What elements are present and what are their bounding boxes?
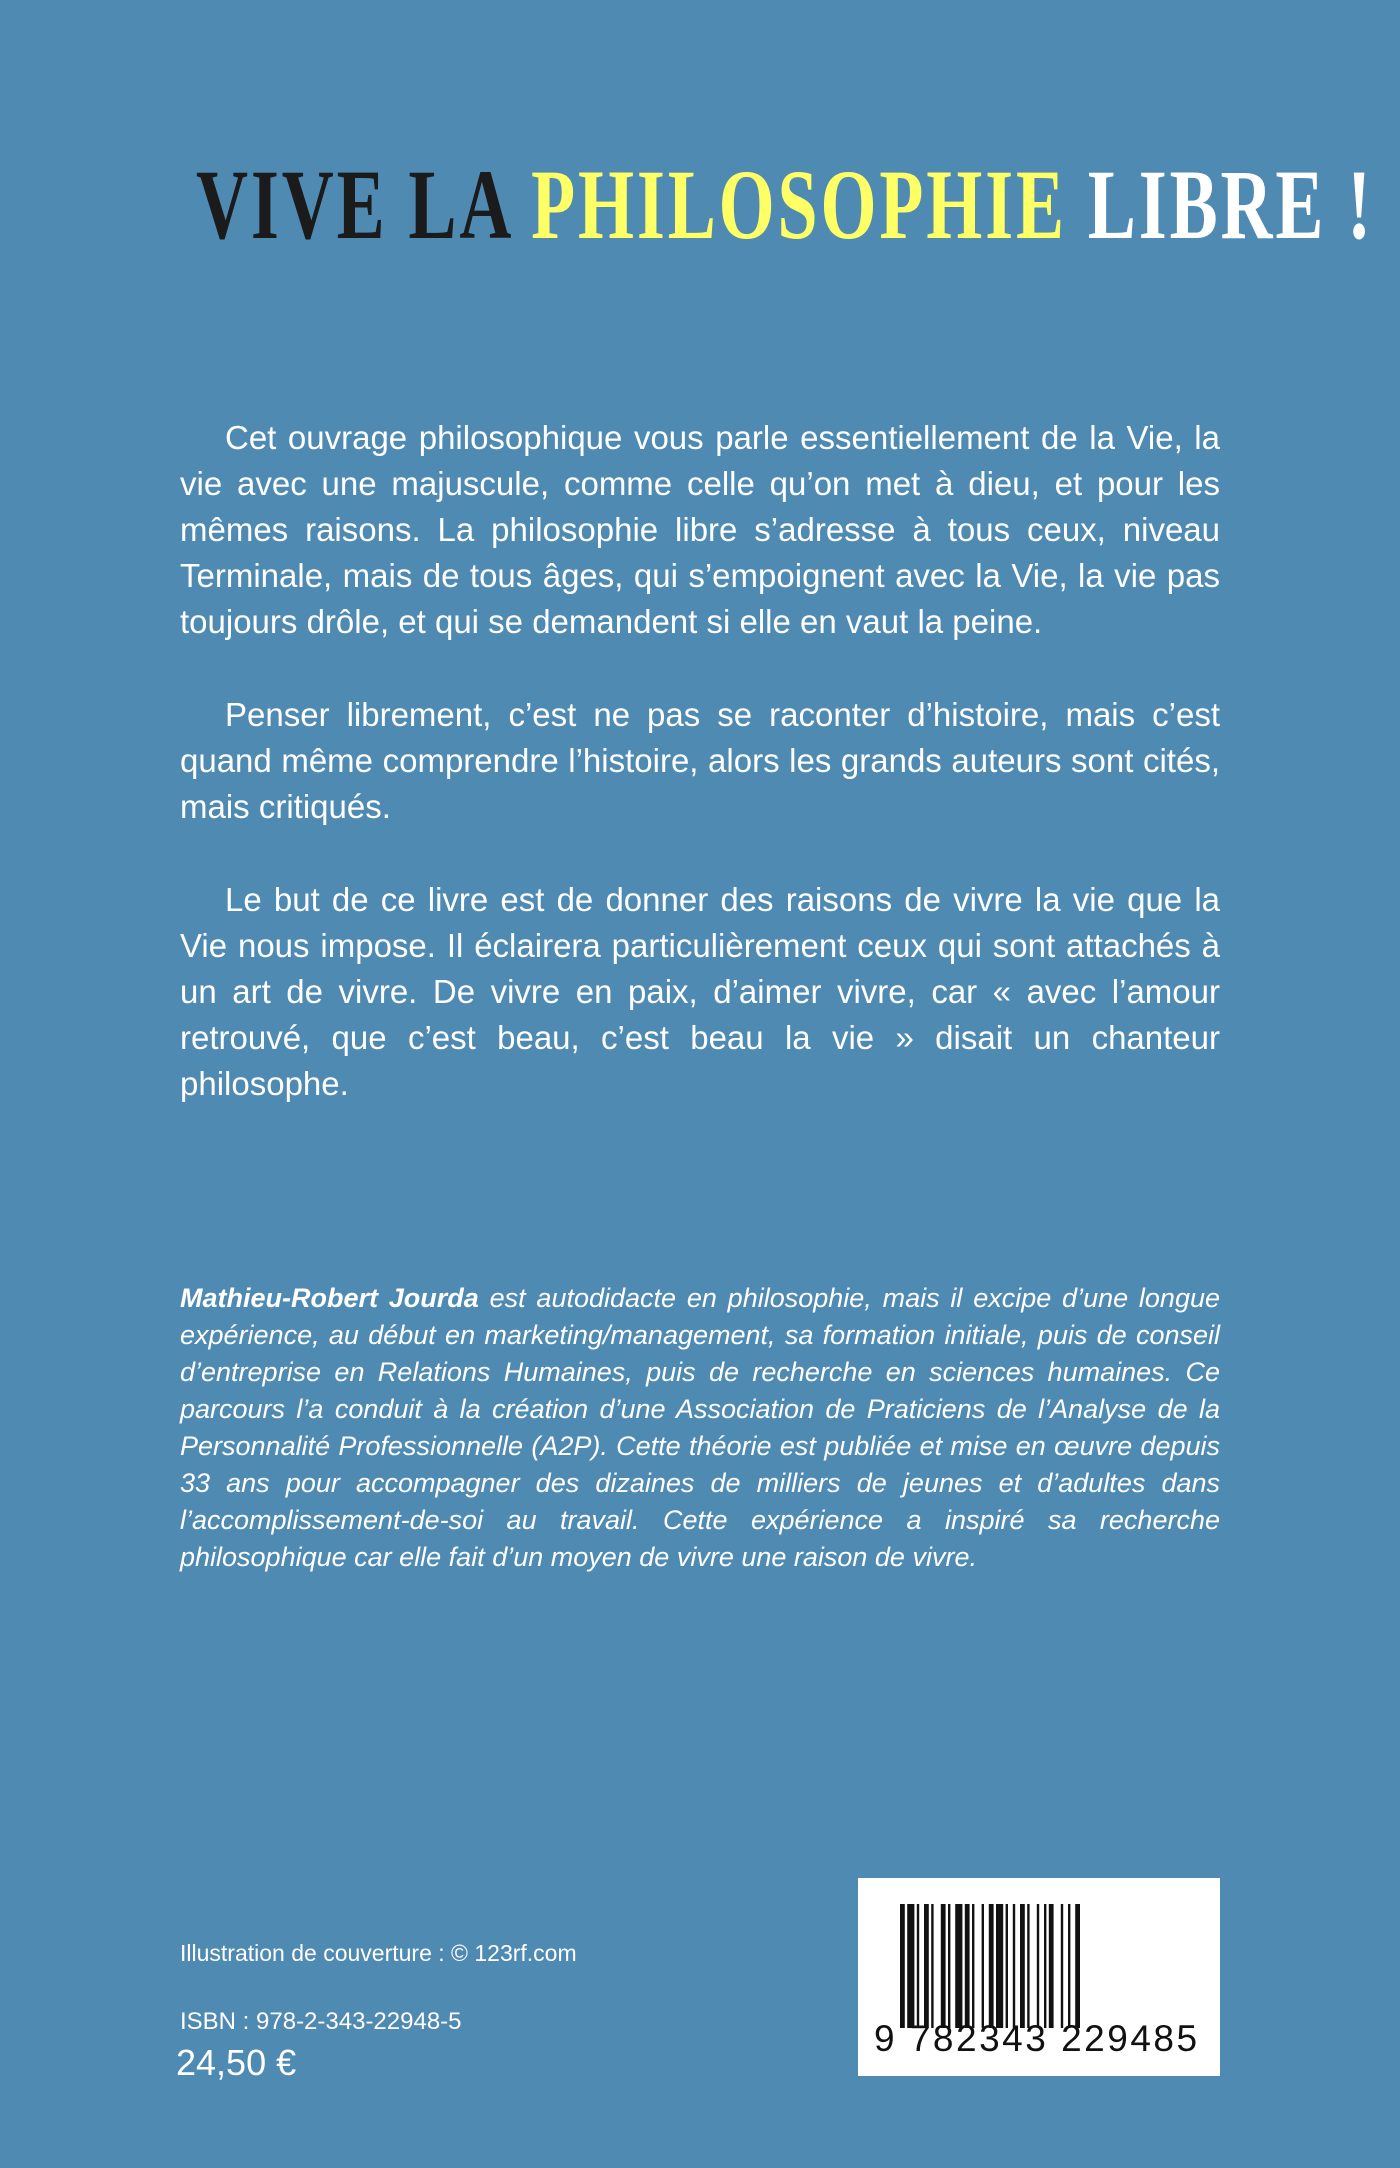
blurb-paragraph-2: Penser librement, c’est ne pas se raconter d’histoire, mais c’est quand même comprendre l’histoire, alors les grands auteurs sont cités, mais critiqués. xyxy=(180,696,1220,825)
barcode-digits: 9 782343 229485 xyxy=(874,2018,1200,2059)
price: 24,50 € xyxy=(176,2042,297,2083)
barcode xyxy=(858,1878,1220,2076)
book-title xyxy=(195,149,1375,260)
cover-credit: Illustration de couverture : © 123rf.com xyxy=(180,1940,577,1966)
blurb-paragraph-1: Cet ouvrage philosophique vous parle essentiellement de la Vie, la vie avec une majuscule, comme celle qu’on met à dieu, et pour les mêmes raisons. La philosophie libre s’adresse à tous ceux, niveau Terminale, mais de tous âges, qui s’empoignent avec la Vie, la vie pas toujours drôle, et qui se demandent si elle en vaut la peine. xyxy=(180,419,1220,640)
title-part-libre: LIBRE ! xyxy=(1087,149,1375,260)
title-part-philosophie: PHILOSOPHIE xyxy=(531,149,1067,260)
title-part-vive-la: VIVE LA xyxy=(195,149,511,260)
blurb-paragraph-3: Le but de ce livre est de donner des raisons de vivre la vie que la Vie nous impose. Il éclairera particulièrement ceux qui sont attachés à un art de vivre. De vivre en paix, d’aimer vivre, car « avec l’amour retrouvé, que c’est beau, c’est beau la vie » disait un chanteur philosophe. xyxy=(180,881,1220,1102)
author-bio xyxy=(180,1280,1220,1576)
isbn: ISBN : 978-2-343-22948-5 xyxy=(180,2008,462,2035)
author-bio-text: est autodidacte en philosophie, mais il excipe d’une longue expérience, au début en marketing/management, sa formation initiale, puis de conseil d’entreprise en Relations Humaines, puis de recherche en sciences humaines. Ce parcours l’a conduit à la création d’une Association de Praticiens de l’Analyse de la Personnalité Professionnelle (A2P). Cette théorie est publiée et mise en œuvre depuis 33 ans pour accompagner des dizaines de milliers de jeunes et d’adultes dans l’accomplissement-de-soi au travail. Cette expérience a inspiré sa recherche philosophique car elle fait d’un moyen de vivre une raison de vivre. xyxy=(180,1283,1220,1572)
author-name: Mathieu-Robert Jourda xyxy=(180,1283,479,1313)
barcode-icon xyxy=(900,1904,1180,2028)
